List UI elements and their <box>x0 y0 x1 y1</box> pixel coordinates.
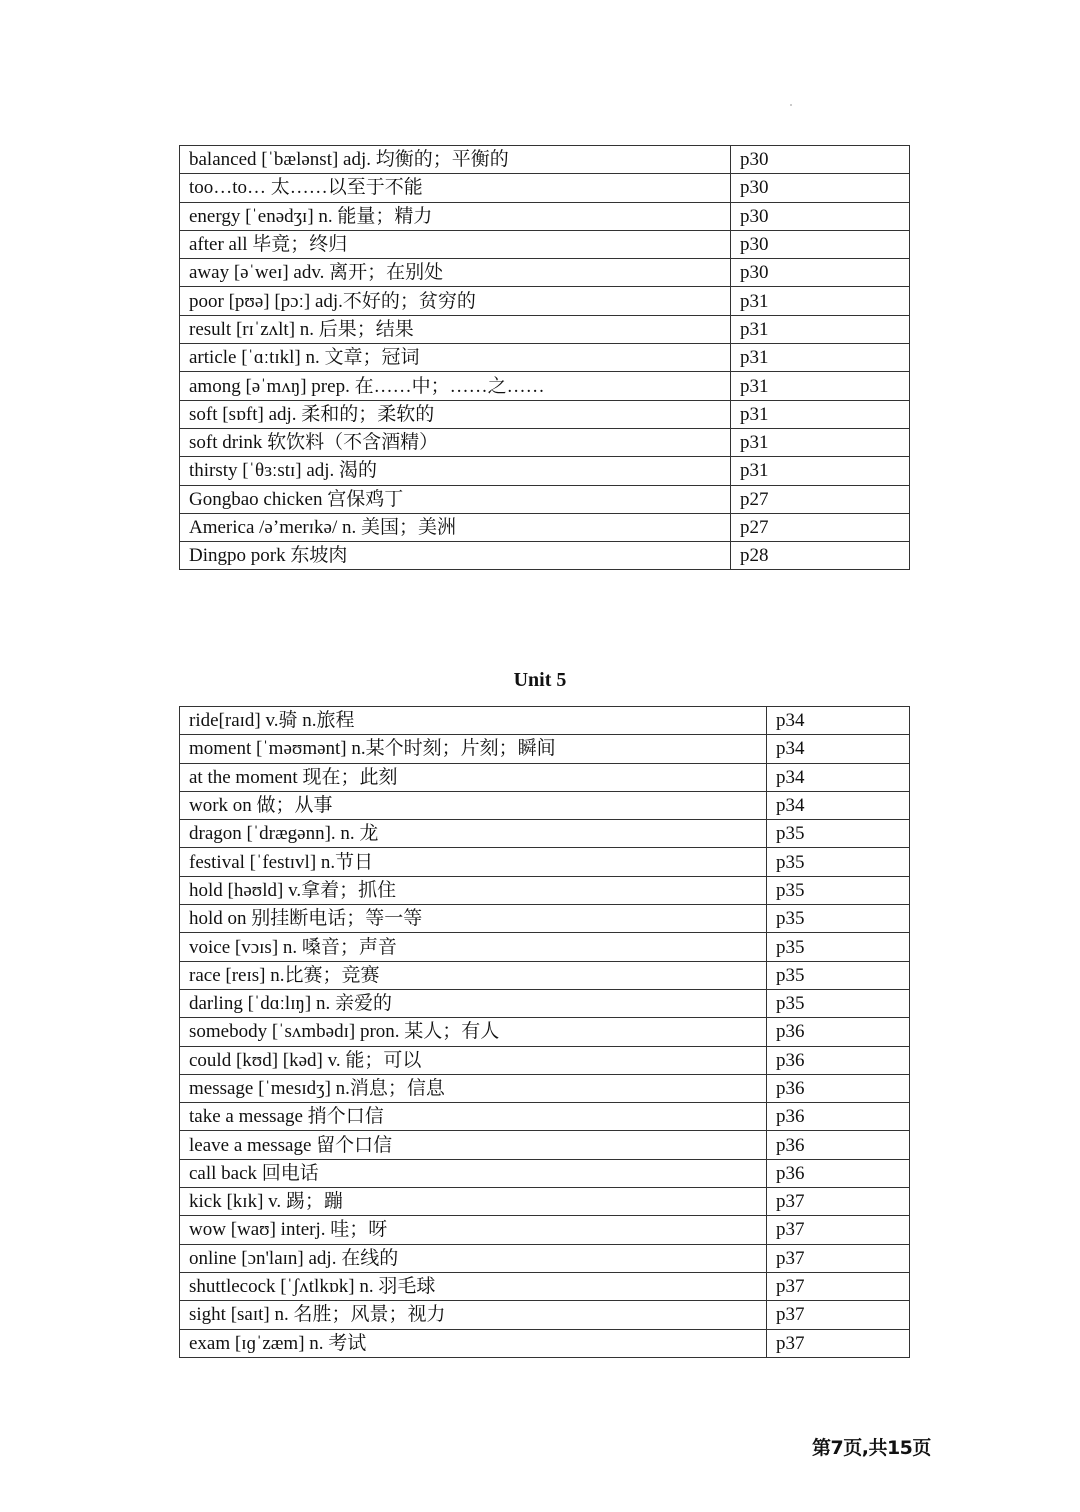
vocab-table-1 <box>179 145 910 570</box>
page-ref: p36 <box>767 1131 910 1159</box>
vocab-table-1-body <box>180 146 910 570</box>
page-ref: p35 <box>767 933 910 961</box>
page-ref: p27 <box>731 513 910 541</box>
page-ref: p34 <box>767 735 910 763</box>
table-row <box>180 1074 910 1102</box>
word-entry: Dingpo pork 东坡肉 <box>180 542 731 570</box>
page-ref: p35 <box>767 905 910 933</box>
table-row <box>180 287 910 315</box>
word-entry: message [ˈmesɪdʒ] n.消息；信息 <box>180 1074 767 1102</box>
table-row <box>180 763 910 791</box>
word-entry: work on 做；从事 <box>180 791 767 819</box>
page-ref: p31 <box>731 400 910 428</box>
word-entry: festival [ˈfestɪvl] n.节日 <box>180 848 767 876</box>
table-row <box>180 820 910 848</box>
table-row <box>180 735 910 763</box>
page-ref: p37 <box>767 1188 910 1216</box>
table-row <box>180 457 910 485</box>
page-ref: p37 <box>767 1329 910 1357</box>
table-row <box>180 230 910 258</box>
word-entry: balanced [ˈbælənst] adj. 均衡的；平衡的 <box>180 146 731 174</box>
table-row <box>180 1018 910 1046</box>
word-entry: somebody [ˈsʌmbədɪ] pron. 某人；有人 <box>180 1018 767 1046</box>
table-row <box>180 1216 910 1244</box>
word-entry: dragon [ˈdrægənn]. n. 龙 <box>180 820 767 848</box>
table-row <box>180 961 910 989</box>
table-row <box>180 344 910 372</box>
page-ref: p34 <box>767 791 910 819</box>
word-entry: article [ˈɑːtɪkl] n. 文章；冠词 <box>180 344 731 372</box>
table-row <box>180 400 910 428</box>
page-ref: p30 <box>731 202 910 230</box>
page-ref: p36 <box>767 1103 910 1131</box>
word-entry: hold on 别挂断电话；等一等 <box>180 905 767 933</box>
word-entry: race [reɪs] n.比赛；竞赛 <box>180 961 767 989</box>
vocab-table-2 <box>179 706 910 1358</box>
word-entry: sight [saɪt] n. 名胜；风景；视力 <box>180 1301 767 1329</box>
vocab-table-2-body <box>180 707 910 1358</box>
word-entry: leave a message 留个口信 <box>180 1131 767 1159</box>
word-entry: moment [ˈməʊmənt] n.某个时刻；片刻；瞬间 <box>180 735 767 763</box>
page-ref: p31 <box>731 372 910 400</box>
page-ref: p36 <box>767 1159 910 1187</box>
word-entry: among [əˈmʌŋ] prep. 在……中；……之…… <box>180 372 731 400</box>
page-indicator: 第7页,共15页 <box>812 1437 931 1459</box>
table-row <box>180 1244 910 1272</box>
table-row <box>180 513 910 541</box>
word-entry: soft [sɒft] adj. 柔和的；柔软的 <box>180 400 731 428</box>
page-ref: p35 <box>767 961 910 989</box>
page-ref: p37 <box>767 1244 910 1272</box>
word-entry: wow [waʊ] interj. 哇；呀 <box>180 1216 767 1244</box>
page-ref: p27 <box>731 485 910 513</box>
word-entry: after all 毕竟；终归 <box>180 230 731 258</box>
table-row <box>180 707 910 735</box>
page-ref: p31 <box>731 344 910 372</box>
word-entry: voice [vɔɪs] n. 嗓音；声音 <box>180 933 767 961</box>
table-row <box>180 989 910 1017</box>
page-ref: p35 <box>767 876 910 904</box>
word-entry: ride[raɪd] v.骑 n.旅程 <box>180 707 767 735</box>
table-row <box>180 905 910 933</box>
word-entry: exam [ɪɡˈzæm] n. 考试 <box>180 1329 767 1357</box>
table-row <box>180 428 910 456</box>
page-ref: p31 <box>731 428 910 456</box>
word-entry: soft drink 软饮料（不含酒精） <box>180 428 731 456</box>
table-row <box>180 1272 910 1300</box>
page-ref: p37 <box>767 1272 910 1300</box>
table-row <box>180 876 910 904</box>
word-entry: hold [həʊld] v.拿着；抓住 <box>180 876 767 904</box>
page-ref: p35 <box>767 989 910 1017</box>
word-entry: result [rɪˈzʌlt] n. 后果；结果 <box>180 315 731 343</box>
word-entry: America /ə’merɪkə/ n. 美国；美洲 <box>180 513 731 541</box>
table-row <box>180 542 910 570</box>
table-row <box>180 202 910 230</box>
word-entry: shuttlecock [ˈʃʌtlkɒk] n. 羽毛球 <box>180 1272 767 1300</box>
page-ref: p37 <box>767 1301 910 1329</box>
table-row <box>180 372 910 400</box>
table-row <box>180 1329 910 1357</box>
word-entry: away [əˈweɪ] adv. 离开；在别处 <box>180 259 731 287</box>
table-row <box>180 1103 910 1131</box>
table-row <box>180 791 910 819</box>
table-row <box>180 174 910 202</box>
page-ref: p36 <box>767 1046 910 1074</box>
page-ref: p31 <box>731 457 910 485</box>
word-entry: darling [ˈdɑːlɪŋ] n. 亲爱的 <box>180 989 767 1017</box>
page-ref: p37 <box>767 1216 910 1244</box>
table-row <box>180 1131 910 1159</box>
page-ref: p36 <box>767 1018 910 1046</box>
table-row <box>180 146 910 174</box>
table-row <box>180 259 910 287</box>
word-entry: online [ɔn'laɪn] adj. 在线的 <box>180 1244 767 1272</box>
table-row <box>180 933 910 961</box>
word-entry: poor [pʊə] [pɔː] adj.不好的；贫穷的 <box>180 287 731 315</box>
page-ref: p35 <box>767 820 910 848</box>
page-ref: p31 <box>731 287 910 315</box>
scan-speck <box>790 104 792 106</box>
word-entry: at the moment 现在；此刻 <box>180 763 767 791</box>
page-ref: p30 <box>731 146 910 174</box>
unit-heading: Unit 5 <box>513 669 567 691</box>
table-row <box>180 485 910 513</box>
page-ref: p30 <box>731 230 910 258</box>
table-row <box>180 315 910 343</box>
page-ref: p34 <box>767 763 910 791</box>
page-ref: p28 <box>731 542 910 570</box>
page-ref: p30 <box>731 259 910 287</box>
page-ref: p34 <box>767 707 910 735</box>
table-row <box>180 1046 910 1074</box>
page-ref: p36 <box>767 1074 910 1102</box>
word-entry: could [kʊd] [kəd] v. 能；可以 <box>180 1046 767 1074</box>
word-entry: call back 回电话 <box>180 1159 767 1187</box>
table-row <box>180 848 910 876</box>
word-entry: too…to… 太……以至于不能 <box>180 174 731 202</box>
page-ref: p35 <box>767 848 910 876</box>
word-entry: energy [ˈenədʒɪ] n. 能量；精力 <box>180 202 731 230</box>
table-row <box>180 1188 910 1216</box>
word-entry: thirsty [ˈθɜːstɪ] adj. 渴的 <box>180 457 731 485</box>
page-ref: p31 <box>731 315 910 343</box>
word-entry: take a message 捎个口信 <box>180 1103 767 1131</box>
table-row <box>180 1159 910 1187</box>
page-ref: p30 <box>731 174 910 202</box>
word-entry: kick [kɪk] v. 踢；蹦 <box>180 1188 767 1216</box>
table-row <box>180 1301 910 1329</box>
word-entry: Gongbao chicken 宫保鸡丁 <box>180 485 731 513</box>
